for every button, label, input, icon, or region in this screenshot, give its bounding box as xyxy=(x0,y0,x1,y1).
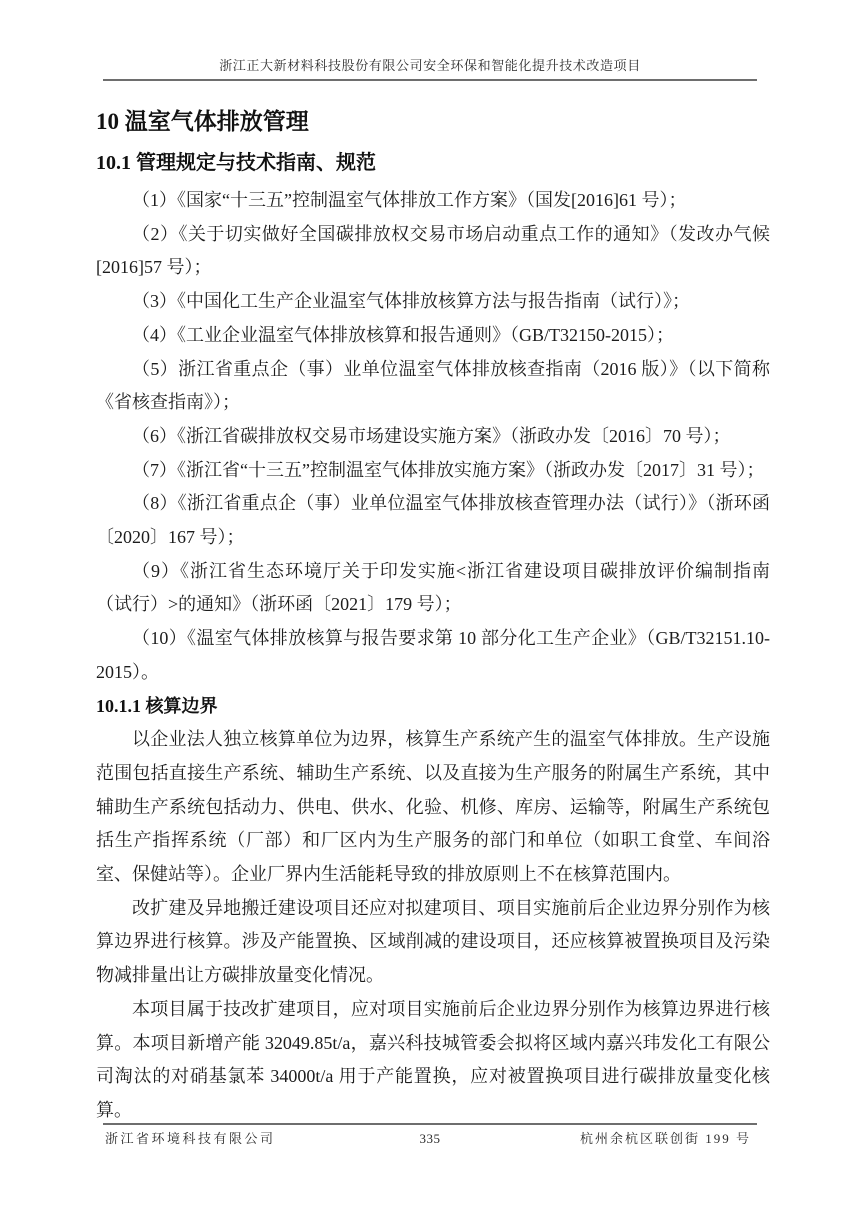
footer-company: 浙江省环境科技有限公司 xyxy=(105,1131,276,1146)
footer-divider xyxy=(103,1123,757,1125)
body-paragraph: 以企业法人独立核算单位为边界，核算生产系统产生的温室气体排放。生产设施范围包括直接生产系统、辅助生产系统、以及直接为生产服务的附属生产系统，其中辅助生产系统包括动力、供电、供水、化验、机修、库房、运输等，附属生产系统包括生产指挥系统（厂部）和厂区内为生产服务的部门和单位（如职工食堂、车间浴室、保健站等）。企业厂界内生活能耗导致的排放原则上不在核算范围内。 xyxy=(96,729,770,885)
regulation-item: （9）《浙江省生态环境厅关于印发实施<浙江省建设项目碳排放评价编制指南（试行）>的通知》（浙环函〔2021〕179 号）； xyxy=(96,560,770,615)
regulation-item: （6）《浙江省碳排放权交易市场建设实施方案》（浙政办发〔2016〕70 号）； xyxy=(132,425,731,446)
body-paragraph: 改扩建及异地搬迁建设项目还应对拟建项目、项目实施前后企业边界分别作为核算边界进行核算。涉及产能置换、区域削减的建设项目，还应核算被置换项目及污染物减排量出让方碳排放量变化情况。 xyxy=(96,897,770,986)
regulation-item: （1）《国家“十三五”控制温室气体排放工作方案》（国发[2016]61 号）； xyxy=(132,190,687,210)
regulation-item: （10）《温室气体排放核算与报告要求第 10 部分化工生产企业》（GB/T32151.10-2015）。 xyxy=(96,628,770,682)
regulation-item: （5）浙江省重点企（事）业单位温室气体排放核查指南（2016 版）》（以下简称《省核查指南》）； xyxy=(96,358,770,413)
header-divider xyxy=(103,79,757,81)
subsection-title: 10.1.1 核算边界 xyxy=(96,695,218,716)
document-body xyxy=(96,104,770,1128)
body-paragraph: 本项目属于技改扩建项目，应对项目实施前后企业边界分别作为核算边界进行核算。本项目新增产能 32049.85t/a，嘉兴科技城管委会拟将区域内嘉兴玮发化工有限公司淘汰的对硝基氯苯 34000t/a 用于产能置换，应对被置换项目进行碳排放量变化核算。 xyxy=(96,998,770,1120)
page-header-title: 浙江正大新材料科技股份有限公司安全环保和智能化提升技术改造项目 xyxy=(219,58,641,73)
footer-page-number: 335 xyxy=(419,1131,441,1146)
regulation-item: （7）《浙江省“十三五”控制温室气体排放实施方案》（浙政办发〔2017〕31 号）； xyxy=(132,459,765,480)
page-footer xyxy=(103,1129,757,1149)
regulation-item: （2）《关于切实做好全国碳排放权交易市场启动重点工作的通知》（发改办气候[2016]57 号）； xyxy=(96,223,770,278)
footer-address: 杭州余杭区联创街 199 号 xyxy=(579,1131,751,1146)
regulation-item: （8）《浙江省重点企（事）业单位温室气体排放核查管理办法（试行）》（浙环函〔2020〕167 号）； xyxy=(96,493,770,548)
section-title: 10.1 管理规定与技术指南、规范 xyxy=(96,152,376,174)
regulation-item: （3）《中国化工生产企业温室气体排放核算方法与报告指南（试行）》； xyxy=(132,291,690,312)
regulation-item: （4）《工业企业温室气体排放核算和报告通则》（GB/T32150-2015）； xyxy=(132,324,674,345)
chapter-title: 10 温室气体排放管理 xyxy=(96,109,309,134)
regulation-list xyxy=(96,184,770,690)
